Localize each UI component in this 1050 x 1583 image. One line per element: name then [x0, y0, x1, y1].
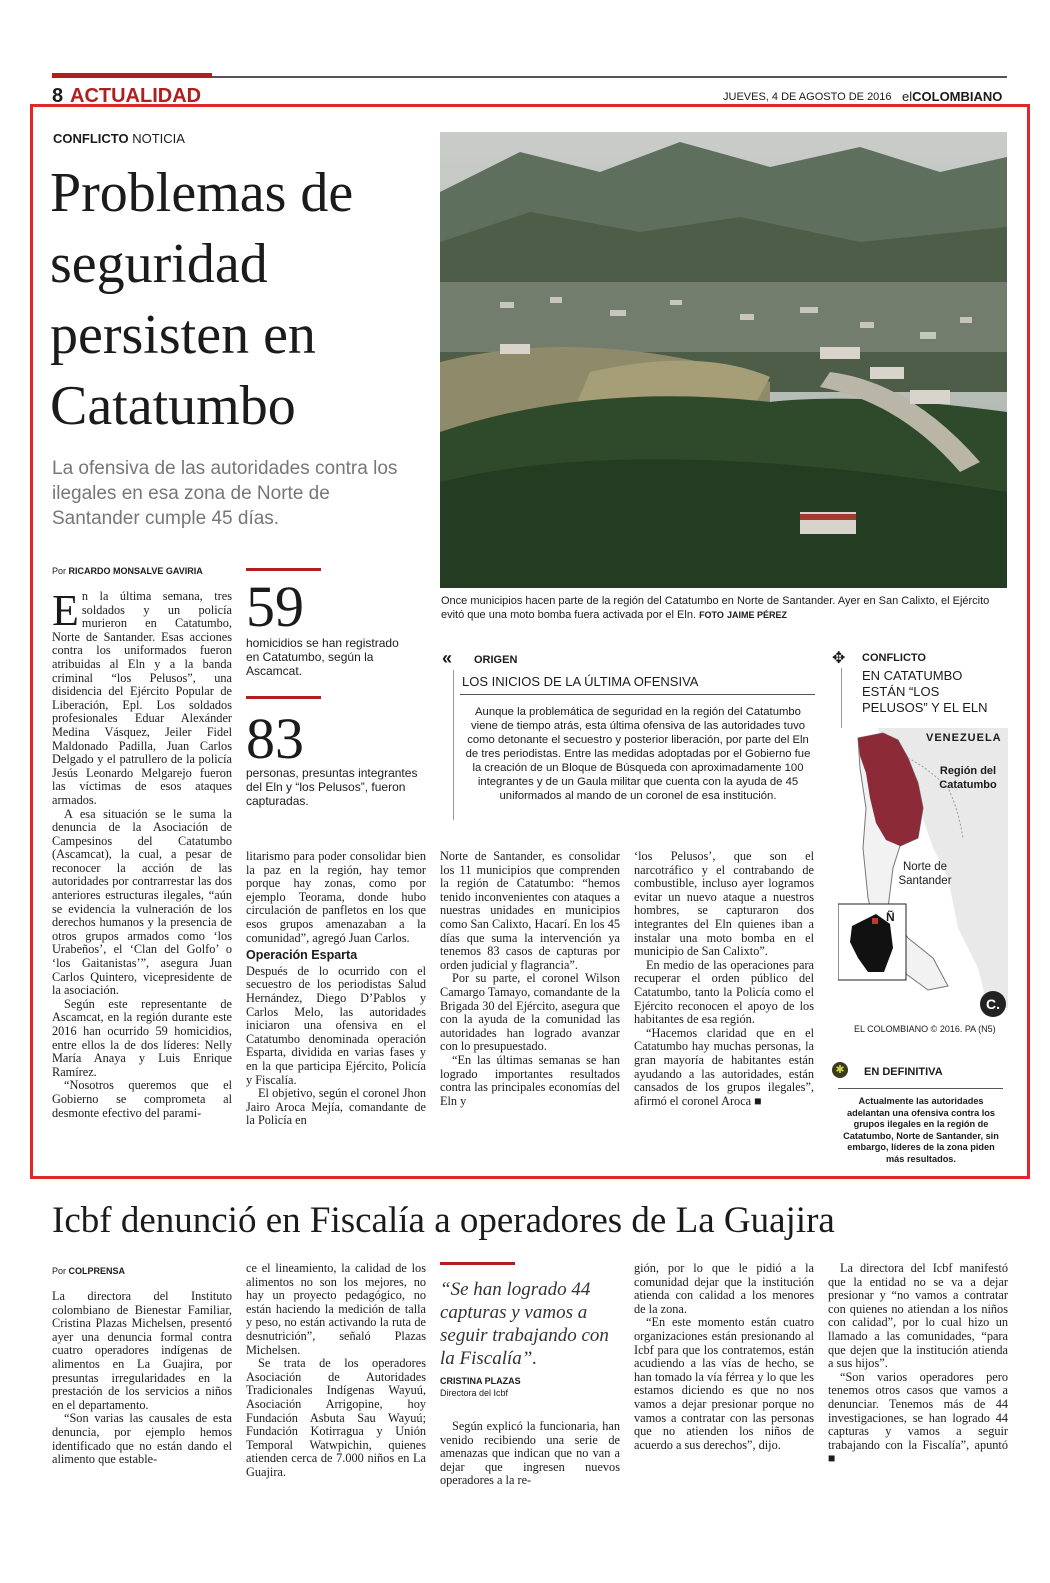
article2-column-5: [828, 1262, 1008, 1466]
paragraph: “En las últimas semanas se han logrado importantes resultados contra las principales economías del Eln y: [440, 1052, 620, 1108]
map-label-venezuela: VENEZUELA: [926, 732, 1002, 744]
origen-side-rule: [453, 670, 454, 820]
paragraph: litarismo para poder consolidar bien la paz en la región, hay temor porque hay zonas, como por ejemplo Teorama, donde hubo circulación de panfletos en los que esos grupos amenazaban a la comunidad”, agregó Juan Carlos.: [246, 849, 426, 945]
article1-column-2: [246, 850, 426, 1128]
paragraph: “Nosotros queremos que el Gobierno se comprometa al desmonte efectivo del parami-: [52, 1078, 232, 1120]
en-definitiva-box: [828, 1060, 1008, 1164]
stat-83-text: personas, presuntas integrantes del Eln y “los Pelusos”, fueron capturadas.: [246, 766, 418, 808]
map-badge: C.: [980, 991, 1006, 1017]
conflicto-compass-icon: ✥: [832, 650, 846, 667]
subhead: Operación Esparta: [246, 948, 358, 963]
origen-chevron-icon: «: [442, 648, 453, 668]
paragraph: Por su parte, el coronel Wilson Camargo Tamayo, comandante de la Brigada 30 del Ejército, asegura que con la ayuda de la comunidad las autoridades han logrado avanzar con lo presupuestado.: [440, 971, 620, 1054]
end-mark-icon: ■: [754, 1093, 762, 1108]
article1-column-3: [440, 850, 620, 1108]
paragraph: “Hacemos claridad que en el Catatumbo hay muchas personas, la gran mayoría de habitantes están ayudando a las autoridades, están cansados de los grupos ilegales”, afirmó el coronel Aroca ■: [634, 1025, 814, 1108]
article2-byline: [52, 1266, 125, 1276]
section-label: ACTUALIDAD: [70, 85, 202, 107]
paragraph: “En este momento están cuatro organizaciones están presionando al Icbf para que los contratemos, están acudiendo a las vías de hecho, se han tomado la vía férrea y lo que les estamos diciendo es que no nos vamos a dejar presionar porque no vamos a contratar con las personas que no atienden los niños de acuerdo a sus derechos”, dijo.: [634, 1315, 814, 1452]
map-label-n: Ñ: [886, 910, 895, 924]
stat-rule: [246, 696, 321, 699]
kicker-type: NOTICIA: [132, 131, 185, 146]
paragraph: En la última semana, tres soldados y un policía murieron en Catatumbo, Norte de Santander. Esas acciones contra los uniformados fueron atribuidas al Eln y a la banda criminal “los Pelusos”, una disidencia del Ejército Popular de Liberación, Epl. Los soldados profesionales Eduar Alexánder Medina Vásquez, Jeiler Fidel Maldonado Padilla, Juan Carlos Delgado y el patrullero de la policía Jesús Leonardo Melgarejo fueron las víctimas de esos ataques armados.: [52, 586, 232, 807]
paragraph: La directora del Instituto colombiano de Bienestar Familiar, Cristina Plazas Michelsen, presentó ayer una denuncia formal contra cuatro operadores indígenas de alimentos en La Guajira, por presuntas irregularidades en la prestación de los servicios a niños en el departamento.: [52, 1289, 232, 1412]
paragraph: “Son varias las causales de esta denuncia, por ejemplo hemos identificado que no están dando el alimento que estable-: [52, 1411, 232, 1467]
stat-59-text: homicidios se han registrado en Catatumbo, según la Ascamcat.: [246, 636, 399, 678]
quote-role: Directora del Icbf: [440, 1388, 509, 1398]
caption-text: Once municipios hacen parte de la región del Catatumbo en Norte de Santander. Ayer en San Calixto, el Ejército evitó que una moto bomba fuera activada por el Eln.: [441, 595, 990, 621]
definitiva-divider: [838, 1088, 1003, 1089]
brand-prefix: el: [902, 89, 913, 104]
paragraph: ce el lineamiento, la calidad de los alimentos no son los mejores, no hay un proyecto pedagógico, no están haciendo la medición de talla y peso, no están activando la ruta de desnutrición”, señaló Plazas Michelsen.: [246, 1261, 426, 1357]
photo-credit-label: FOTO: [699, 610, 724, 620]
article-kicker: [53, 131, 185, 146]
quote-name: CRISTINA PLAZAS: [440, 1376, 521, 1386]
origen-box: [440, 648, 820, 828]
conflicto-map-box: [828, 646, 1008, 1041]
conflicto-side-rule: [841, 668, 842, 728]
definitiva-icon: ✱: [832, 1062, 848, 1078]
drop-cap: E: [52, 586, 79, 635]
paragraph: Según este representante de Ascamcat, en la región durante este 2016 han ocurrido 59 homicidios, entre ellos la de dos líderes: Nelly María Anaya y Luis Enrique Ramírez.: [52, 996, 232, 1079]
map-label-norte: Norte de Santander: [898, 861, 952, 887]
article2-column-3: [440, 1420, 620, 1488]
pull-quote: “Se han logrado 44 capturas y vamos a seguir trabajando con la Fiscalía”.: [440, 1279, 609, 1369]
end-mark-icon: ■: [828, 1451, 836, 1466]
article2-headline: Icbf denunció en Fiscalía a operadores de La Guajira: [52, 1200, 835, 1241]
section-tab: [52, 73, 212, 78]
conflicto-title: EN CATATUMBO ESTÁN “LOS PELUSOS” Y EL ELN: [862, 668, 988, 715]
article-dek: La ofensiva de las autoridades contra los ilegales en esa zona de Norte de Santander cumple 45 días.: [52, 458, 398, 529]
issue-date: JUEVES, 4 DE AGOSTO DE 2016: [723, 91, 892, 103]
paragraph: gión, por lo que le pidió a la comunidad dejar que la institución atienda con calidad a los menores de la zona.: [634, 1261, 814, 1316]
byline-prefix: Por: [52, 566, 67, 576]
byline-name: COLPRENSA: [68, 1266, 126, 1276]
paragraph: Se trata de los operadores Asociación de Autoridades Tradicionales Indígenas Wayuú, Asociación Arrigopine, hoy Fundación Asbuta Sau Wayuú; Fundación Kotirragua y Unión Temporal Watwpichin, quienes atienden cerca de 7.000 niños en La Guajira.: [246, 1356, 426, 1479]
kicker-main: CONFLICTO: [53, 131, 129, 146]
stat-83-value: 83: [246, 706, 304, 771]
catatumbo-photo: [440, 132, 1007, 588]
article1-column-4: [634, 850, 814, 1108]
page-number: 8: [52, 85, 64, 107]
origen-text: Aunque la problemática de seguridad en la región del Catatumbo viene de tiempo atrás, esta última ofensiva de las autoridades tuvo como detonante el secuestro y posterior liberación, por parte del Eln de tres periodistas. Entre las medidas adoptadas por el Gobierno fue la creación de un Bloque de Búsqueda con aproximadamente 100 integrantes y de un Gaula militar que cuenta con la ayuda de 45 uniformados al mando de un coronel de esa institución.: [465, 706, 811, 802]
definitiva-label: EN DEFINITIVA: [864, 1066, 943, 1078]
brand-logo: [902, 89, 1002, 104]
map-credit: EL COLOMBIANO © 2016. PA (N5): [854, 1024, 996, 1034]
article1-column-1: [52, 586, 232, 1120]
brand-name: COLOMBIANO: [912, 89, 1003, 104]
origen-label: ORIGEN: [474, 654, 518, 666]
landscape-illustration: [440, 132, 1007, 588]
paragraph: En medio de las operaciones para recuperar el orden público del Catatumbo, tanto la Policía como el Ejército reconocen el apoyo de los habitantes de esa región.: [634, 957, 814, 1027]
byline-name: RICARDO MONSALVE GAVIRIA: [68, 566, 203, 576]
map-label-region: Región del Catatumbo: [939, 765, 997, 791]
paragraph: “Son varios operadores pero tenemos otros casos que vamos a denunciar. Tenemos más de 44 investigaciones, se han logrado 44 capturas y vamos a seguir trabajando con la Fiscalía”, apuntó ■: [828, 1369, 1008, 1466]
byline: [52, 566, 203, 576]
article2-column-1: [52, 1290, 232, 1467]
origen-title: LOS INICIOS DE LA ÚLTIMA OFENSIVA: [462, 674, 699, 689]
article2-column-2: [246, 1262, 426, 1480]
quote-rule: [440, 1262, 515, 1265]
paragraph: ‘los Pelusos’, que son el narcotráfico y el contrabando de combustible, incluso ayer logramos evitar un nuevo ataque a nuestros hombres, se capturaron dos integrantes del Eln quienes iban a instalar una moto bomba en el municipio de San Calixto”.: [634, 849, 814, 959]
paragraph: El objetivo, según el coronel Jhon Jairo Aroca Mejía, comandante de la Policía en: [246, 1086, 426, 1128]
origen-divider: [460, 694, 815, 695]
conflicto-label: CONFLICTO: [862, 652, 926, 664]
article2-column-4: [634, 1262, 814, 1452]
paragraph: La directora del Icbf manifestó que la entidad no se va a dejar presionar y “no vamos a contratar con quienes no atiendan a los niños con calidad”, por lo cual hizo un llamado a las comunidades, “para que dejen que la institución atienda a sus hijos”.: [828, 1261, 1008, 1371]
stat-rule: [246, 568, 321, 571]
paragraph: Según explicó la funcionaria, han venido recibiendo una serie de amenazas que indican que no van a dejar que ingresen nuevos operadores a la re-: [440, 1419, 620, 1488]
definitiva-text: Actualmente las autoridades adelantan una ofensiva contra los grupos ilegales en la región de Catatumbo, Norte de Santander, sin embargo, líderes de la zona piden más resultados.: [843, 1096, 999, 1164]
photo-credit: JAIME PÉREZ: [726, 610, 787, 620]
photo-caption: [441, 594, 1001, 622]
paragraph: Norte de Santander, es consolidar los 11 municipios que comprenden la región de Catatumbo: “hemos tenido inconvenientes con ataques a nuestras unidades en municipios como San Calixto, Hacarí. En los 45 días que suma la intervención ya tenemos 83 casos de capturas por orden judicial y flagrancia”.: [440, 849, 620, 972]
paragraph: Después de lo ocurrido con el secuestro de los periodistas Salud Hernández, Diego D’Pablos y Carlos Melo, las autoridades iniciaron una ofensiva en el Catatumbo denominada operación Esparta, dividida en varias fases y en la que participa Ejército, Policía y Fiscalía.: [246, 963, 426, 1087]
article-headline: Problemas de seguridad persisten en Catatumbo: [50, 162, 354, 437]
byline-prefix: Por: [52, 1266, 67, 1276]
paragraph: A esa situación se le suma la denuncia de la Asociación de Campesinos del Catatumbo (Ascamcat), la cual, a pesar de reconocer la acción de las autoridades por contrarrestar las dos anteriores estructuras ilegales, “aún se evidencia la vulneración de los derechos humanos y la presencia de otros grupos armados como ‘los Urabeños’, el ‘Clan del Golfo’ o ‘los Gaitanistas’”, asegura Juan Carlos Quintero, vicepresidente de la asociación.: [52, 806, 232, 998]
stat-59-value: 59: [246, 574, 304, 639]
